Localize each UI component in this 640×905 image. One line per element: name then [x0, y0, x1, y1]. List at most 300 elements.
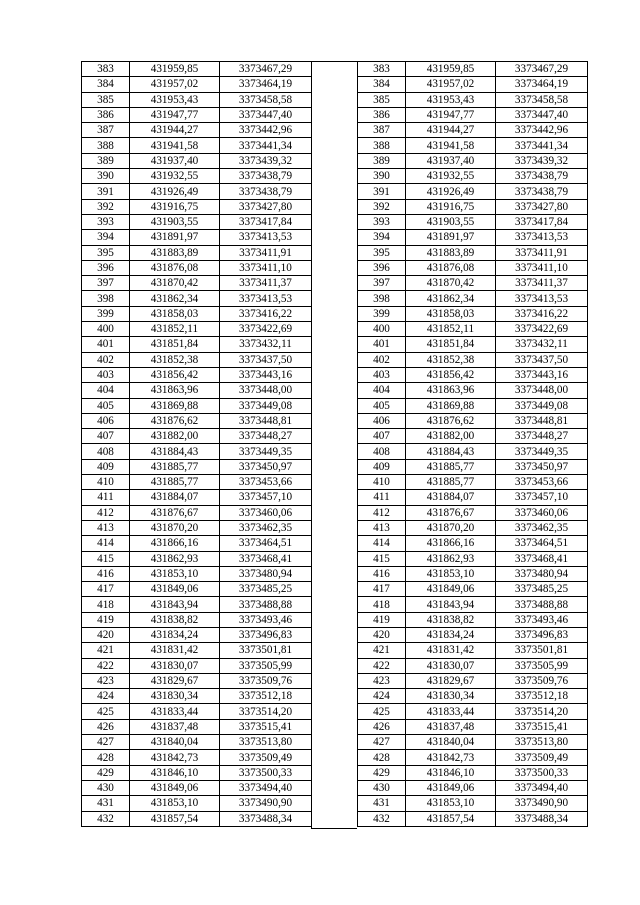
x-coordinate-cell: 431866,16	[130, 536, 220, 551]
table-row	[82, 796, 312, 811]
x-coordinate-cell: 431842,73	[130, 750, 220, 765]
table-row	[358, 92, 588, 107]
point-number-cell: 423	[82, 673, 130, 688]
point-number-cell: 395	[82, 245, 130, 260]
coordinates-table-body	[82, 62, 312, 827]
y-coordinate-cell: 3373464,51	[496, 536, 588, 551]
table-row	[82, 322, 312, 337]
point-number-cell: 396	[358, 260, 406, 275]
x-coordinate-cell: 431863,96	[130, 383, 220, 398]
table-row	[358, 184, 588, 199]
table-row	[358, 398, 588, 413]
table-row	[82, 689, 312, 704]
x-coordinate-cell: 431916,75	[130, 199, 220, 214]
point-number-cell: 430	[82, 780, 130, 795]
table-row	[82, 245, 312, 260]
x-coordinate-cell: 431851,84	[130, 337, 220, 352]
point-number-cell: 385	[82, 92, 130, 107]
table-row	[82, 627, 312, 642]
y-coordinate-cell: 3373457,10	[220, 490, 312, 505]
x-coordinate-cell: 431857,54	[130, 811, 220, 826]
point-number-cell: 390	[82, 169, 130, 184]
point-number-cell: 391	[82, 184, 130, 199]
x-coordinate-cell: 431862,93	[406, 551, 496, 566]
point-number-cell: 426	[358, 719, 406, 734]
point-number-cell: 410	[358, 475, 406, 490]
point-number-cell: 387	[82, 123, 130, 138]
x-coordinate-cell: 431853,10	[130, 796, 220, 811]
point-number-cell: 424	[358, 689, 406, 704]
table-row	[82, 260, 312, 275]
point-number-cell: 411	[358, 490, 406, 505]
table-row	[82, 444, 312, 459]
y-coordinate-cell: 3373413,53	[496, 230, 588, 245]
point-number-cell: 409	[82, 459, 130, 474]
x-coordinate-cell: 431837,48	[406, 719, 496, 734]
y-coordinate-cell: 3373448,81	[496, 413, 588, 428]
y-coordinate-cell: 3373458,58	[220, 92, 312, 107]
y-coordinate-cell: 3373513,80	[496, 735, 588, 750]
table-row	[82, 735, 312, 750]
y-coordinate-cell: 3373411,37	[220, 276, 312, 291]
point-number-cell: 406	[82, 413, 130, 428]
x-coordinate-cell: 431831,42	[406, 643, 496, 658]
x-coordinate-cell: 431884,43	[406, 444, 496, 459]
table-row	[82, 383, 312, 398]
y-coordinate-cell: 3373413,53	[220, 291, 312, 306]
x-coordinate-cell: 431944,27	[130, 123, 220, 138]
x-coordinate-cell: 431862,93	[130, 551, 220, 566]
point-number-cell: 406	[358, 413, 406, 428]
x-coordinate-cell: 431870,42	[130, 276, 220, 291]
y-coordinate-cell: 3373443,16	[496, 367, 588, 382]
table-row	[82, 77, 312, 92]
y-coordinate-cell: 3373464,19	[220, 77, 312, 92]
x-coordinate-cell: 431903,55	[130, 214, 220, 229]
x-coordinate-cell: 431846,10	[130, 765, 220, 780]
point-number-cell: 404	[82, 383, 130, 398]
table-row	[82, 153, 312, 168]
table-row	[82, 413, 312, 428]
x-coordinate-cell: 431838,82	[130, 612, 220, 627]
table-row	[82, 214, 312, 229]
point-number-cell: 414	[82, 536, 130, 551]
y-coordinate-cell: 3373447,40	[220, 107, 312, 122]
table-row	[82, 138, 312, 153]
x-coordinate-cell: 431916,75	[406, 199, 496, 214]
y-coordinate-cell: 3373448,00	[220, 383, 312, 398]
table-row	[82, 276, 312, 291]
x-coordinate-cell: 431853,10	[130, 566, 220, 581]
table-row	[82, 107, 312, 122]
table-row	[358, 796, 588, 811]
point-number-cell: 402	[82, 352, 130, 367]
x-coordinate-cell: 431833,44	[406, 704, 496, 719]
point-number-cell: 399	[82, 306, 130, 321]
y-coordinate-cell: 3373464,51	[220, 536, 312, 551]
point-number-cell: 398	[82, 291, 130, 306]
y-coordinate-cell: 3373467,29	[496, 62, 588, 77]
y-coordinate-cell: 3373494,40	[220, 780, 312, 795]
point-number-cell: 397	[82, 276, 130, 291]
table-row	[82, 658, 312, 673]
table-row	[82, 673, 312, 688]
x-coordinate-cell: 431830,34	[130, 689, 220, 704]
x-coordinate-cell: 431843,94	[130, 597, 220, 612]
table-row	[358, 719, 588, 734]
y-coordinate-cell: 3373509,49	[496, 750, 588, 765]
point-number-cell: 427	[82, 735, 130, 750]
y-coordinate-cell: 3373413,53	[220, 230, 312, 245]
y-coordinate-cell: 3373449,35	[496, 444, 588, 459]
table-row	[358, 520, 588, 535]
x-coordinate-cell: 431883,89	[130, 245, 220, 260]
point-number-cell: 418	[358, 597, 406, 612]
table-row	[82, 475, 312, 490]
table-row	[358, 643, 588, 658]
y-coordinate-cell: 3373442,96	[220, 123, 312, 138]
point-number-cell: 430	[358, 780, 406, 795]
point-number-cell: 400	[82, 322, 130, 337]
table-row	[82, 566, 312, 581]
point-number-cell: 420	[358, 627, 406, 642]
x-coordinate-cell: 431937,40	[130, 153, 220, 168]
x-coordinate-cell: 431876,08	[406, 260, 496, 275]
table-row	[82, 337, 312, 352]
table-row	[358, 214, 588, 229]
point-number-cell: 414	[358, 536, 406, 551]
table-row	[358, 612, 588, 627]
x-coordinate-cell: 431941,58	[130, 138, 220, 153]
point-number-cell: 417	[82, 582, 130, 597]
column-gap	[311, 61, 357, 829]
table-row	[358, 169, 588, 184]
x-coordinate-cell: 431947,77	[130, 107, 220, 122]
point-number-cell: 409	[358, 459, 406, 474]
x-coordinate-cell: 431882,00	[130, 429, 220, 444]
y-coordinate-cell: 3373490,90	[220, 796, 312, 811]
table-row	[358, 77, 588, 92]
table-row	[82, 719, 312, 734]
y-coordinate-cell: 3373448,27	[220, 429, 312, 444]
point-number-cell: 395	[358, 245, 406, 260]
point-number-cell: 389	[358, 153, 406, 168]
x-coordinate-cell: 431870,20	[130, 520, 220, 535]
y-coordinate-cell: 3373443,16	[220, 367, 312, 382]
point-number-cell: 403	[358, 367, 406, 382]
x-coordinate-cell: 431840,04	[406, 735, 496, 750]
x-coordinate-cell: 431852,38	[406, 352, 496, 367]
point-number-cell: 408	[82, 444, 130, 459]
table-row	[82, 536, 312, 551]
x-coordinate-cell: 431853,10	[406, 566, 496, 581]
x-coordinate-cell: 431830,34	[406, 689, 496, 704]
x-coordinate-cell: 431857,54	[406, 811, 496, 826]
table-row	[358, 107, 588, 122]
table-row	[358, 199, 588, 214]
point-number-cell: 392	[358, 199, 406, 214]
y-coordinate-cell: 3373490,90	[496, 796, 588, 811]
x-coordinate-cell: 431831,42	[130, 643, 220, 658]
table-row	[82, 459, 312, 474]
point-number-cell: 398	[358, 291, 406, 306]
y-coordinate-cell: 3373485,25	[220, 582, 312, 597]
table-row	[358, 551, 588, 566]
y-coordinate-cell: 3373411,91	[496, 245, 588, 260]
x-coordinate-cell: 431876,62	[130, 413, 220, 428]
point-number-cell: 384	[82, 77, 130, 92]
table-row	[358, 276, 588, 291]
table-row	[358, 352, 588, 367]
table-row	[82, 750, 312, 765]
y-coordinate-cell: 3373411,91	[220, 245, 312, 260]
point-number-cell: 413	[82, 520, 130, 535]
y-coordinate-cell: 3373427,80	[220, 199, 312, 214]
point-number-cell: 386	[82, 107, 130, 122]
point-number-cell: 404	[358, 383, 406, 398]
y-coordinate-cell: 3373460,06	[220, 505, 312, 520]
point-number-cell: 401	[82, 337, 130, 352]
table-row	[82, 398, 312, 413]
point-number-cell: 419	[82, 612, 130, 627]
y-coordinate-cell: 3373505,99	[496, 658, 588, 673]
table-row	[358, 260, 588, 275]
y-coordinate-cell: 3373411,37	[496, 276, 588, 291]
y-coordinate-cell: 3373458,58	[496, 92, 588, 107]
point-number-cell: 390	[358, 169, 406, 184]
table-row	[358, 444, 588, 459]
x-coordinate-cell: 431882,00	[406, 429, 496, 444]
table-row	[358, 765, 588, 780]
x-coordinate-cell: 431849,06	[406, 582, 496, 597]
x-coordinate-cell: 431876,67	[130, 505, 220, 520]
point-number-cell: 387	[358, 123, 406, 138]
y-coordinate-cell: 3373462,35	[220, 520, 312, 535]
x-coordinate-cell: 431869,88	[406, 398, 496, 413]
table-row	[82, 306, 312, 321]
coordinates-table-left	[81, 61, 312, 827]
x-coordinate-cell: 431863,96	[406, 383, 496, 398]
y-coordinate-cell: 3373437,50	[496, 352, 588, 367]
table-row	[358, 475, 588, 490]
x-coordinate-cell: 431944,27	[406, 123, 496, 138]
y-coordinate-cell: 3373488,88	[220, 597, 312, 612]
y-coordinate-cell: 3373488,34	[220, 811, 312, 826]
point-number-cell: 405	[358, 398, 406, 413]
point-number-cell: 420	[82, 627, 130, 642]
point-number-cell: 407	[358, 429, 406, 444]
point-number-cell: 407	[82, 429, 130, 444]
x-coordinate-cell: 431891,97	[130, 230, 220, 245]
x-coordinate-cell: 431869,88	[130, 398, 220, 413]
table-row	[82, 780, 312, 795]
x-coordinate-cell: 431957,02	[130, 77, 220, 92]
y-coordinate-cell: 3373453,66	[220, 475, 312, 490]
y-coordinate-cell: 3373441,34	[496, 138, 588, 153]
table-row	[358, 689, 588, 704]
table-row	[82, 490, 312, 505]
x-coordinate-cell: 431926,49	[130, 184, 220, 199]
x-coordinate-cell: 431932,55	[130, 169, 220, 184]
point-number-cell: 422	[358, 658, 406, 673]
y-coordinate-cell: 3373460,06	[496, 505, 588, 520]
y-coordinate-cell: 3373480,94	[220, 566, 312, 581]
y-coordinate-cell: 3373439,32	[220, 153, 312, 168]
point-number-cell: 389	[82, 153, 130, 168]
y-coordinate-cell: 3373447,40	[496, 107, 588, 122]
x-coordinate-cell: 431876,67	[406, 505, 496, 520]
y-coordinate-cell: 3373496,83	[496, 627, 588, 642]
x-coordinate-cell: 431830,07	[130, 658, 220, 673]
coordinates-table-body	[358, 62, 588, 827]
y-coordinate-cell: 3373411,10	[496, 260, 588, 275]
point-number-cell: 418	[82, 597, 130, 612]
table-row	[82, 612, 312, 627]
table-row	[358, 658, 588, 673]
table-row	[82, 811, 312, 826]
table-row	[82, 367, 312, 382]
table-row	[358, 780, 588, 795]
table-row	[82, 169, 312, 184]
x-coordinate-cell: 431852,11	[406, 322, 496, 337]
x-coordinate-cell: 431849,06	[130, 582, 220, 597]
table-row	[82, 765, 312, 780]
table-row	[358, 505, 588, 520]
y-coordinate-cell: 3373467,29	[220, 62, 312, 77]
x-coordinate-cell: 431957,02	[406, 77, 496, 92]
x-coordinate-cell: 431838,82	[406, 612, 496, 627]
x-coordinate-cell: 431885,77	[130, 475, 220, 490]
y-coordinate-cell: 3373438,79	[496, 169, 588, 184]
x-coordinate-cell: 431884,07	[130, 490, 220, 505]
table-row	[358, 291, 588, 306]
point-number-cell: 405	[82, 398, 130, 413]
x-coordinate-cell: 431852,11	[130, 322, 220, 337]
x-coordinate-cell: 431856,42	[130, 367, 220, 382]
x-coordinate-cell: 431884,43	[130, 444, 220, 459]
point-number-cell: 412	[358, 505, 406, 520]
y-coordinate-cell: 3373450,97	[496, 459, 588, 474]
x-coordinate-cell: 431853,10	[406, 796, 496, 811]
y-coordinate-cell: 3373448,81	[220, 413, 312, 428]
y-coordinate-cell: 3373462,35	[496, 520, 588, 535]
point-number-cell: 425	[358, 704, 406, 719]
point-number-cell: 424	[82, 689, 130, 704]
y-coordinate-cell: 3373493,46	[220, 612, 312, 627]
x-coordinate-cell: 431834,24	[406, 627, 496, 642]
x-coordinate-cell: 431829,67	[130, 673, 220, 688]
point-number-cell: 415	[82, 551, 130, 566]
x-coordinate-cell: 431870,20	[406, 520, 496, 535]
y-coordinate-cell: 3373432,11	[496, 337, 588, 352]
point-number-cell: 416	[82, 566, 130, 581]
y-coordinate-cell: 3373438,79	[496, 184, 588, 199]
y-coordinate-cell: 3373515,41	[220, 719, 312, 734]
y-coordinate-cell: 3373439,32	[496, 153, 588, 168]
table-row	[358, 673, 588, 688]
point-number-cell: 393	[358, 214, 406, 229]
table-row	[358, 337, 588, 352]
point-number-cell: 386	[358, 107, 406, 122]
y-coordinate-cell: 3373496,83	[220, 627, 312, 642]
y-coordinate-cell: 3373441,34	[220, 138, 312, 153]
y-coordinate-cell: 3373493,46	[496, 612, 588, 627]
x-coordinate-cell: 431953,43	[406, 92, 496, 107]
point-number-cell: 410	[82, 475, 130, 490]
x-coordinate-cell: 431883,89	[406, 245, 496, 260]
table-row	[82, 643, 312, 658]
y-coordinate-cell: 3373442,96	[496, 123, 588, 138]
x-coordinate-cell: 431846,10	[406, 765, 496, 780]
point-number-cell: 421	[82, 643, 130, 658]
x-coordinate-cell: 431953,43	[130, 92, 220, 107]
y-coordinate-cell: 3373417,84	[220, 214, 312, 229]
table-row	[358, 62, 588, 77]
x-coordinate-cell: 431959,85	[406, 62, 496, 77]
point-number-cell: 384	[358, 77, 406, 92]
point-number-cell: 416	[358, 566, 406, 581]
table-row	[358, 367, 588, 382]
y-coordinate-cell: 3373514,20	[220, 704, 312, 719]
table-row	[358, 566, 588, 581]
y-coordinate-cell: 3373427,80	[496, 199, 588, 214]
point-number-cell: 399	[358, 306, 406, 321]
y-coordinate-cell: 3373422,69	[220, 322, 312, 337]
point-number-cell: 417	[358, 582, 406, 597]
point-number-cell: 397	[358, 276, 406, 291]
point-number-cell: 383	[82, 62, 130, 77]
table-row	[358, 230, 588, 245]
table-row	[358, 306, 588, 321]
y-coordinate-cell: 3373488,88	[496, 597, 588, 612]
table-row	[82, 230, 312, 245]
point-number-cell: 422	[82, 658, 130, 673]
point-number-cell: 411	[82, 490, 130, 505]
point-number-cell: 392	[82, 199, 130, 214]
table-row	[82, 92, 312, 107]
point-number-cell: 429	[358, 765, 406, 780]
table-row	[82, 123, 312, 138]
point-number-cell: 419	[358, 612, 406, 627]
y-coordinate-cell: 3373448,00	[496, 383, 588, 398]
x-coordinate-cell: 431866,16	[406, 536, 496, 551]
y-coordinate-cell: 3373449,35	[220, 444, 312, 459]
point-number-cell: 431	[358, 796, 406, 811]
y-coordinate-cell: 3373512,18	[220, 689, 312, 704]
x-coordinate-cell: 431862,34	[130, 291, 220, 306]
table-row	[358, 383, 588, 398]
y-coordinate-cell: 3373512,18	[496, 689, 588, 704]
table-row	[82, 429, 312, 444]
y-coordinate-cell: 3373416,22	[496, 306, 588, 321]
point-number-cell: 408	[358, 444, 406, 459]
x-coordinate-cell: 431947,77	[406, 107, 496, 122]
table-row	[358, 750, 588, 765]
point-number-cell: 429	[82, 765, 130, 780]
point-number-cell: 413	[358, 520, 406, 535]
x-coordinate-cell: 431849,06	[406, 780, 496, 795]
point-number-cell: 421	[358, 643, 406, 658]
table-row	[358, 704, 588, 719]
y-coordinate-cell: 3373437,50	[220, 352, 312, 367]
y-coordinate-cell: 3373488,34	[496, 811, 588, 826]
x-coordinate-cell: 431851,84	[406, 337, 496, 352]
point-number-cell: 428	[82, 750, 130, 765]
point-number-cell: 394	[82, 230, 130, 245]
table-row	[358, 322, 588, 337]
y-coordinate-cell: 3373449,08	[496, 398, 588, 413]
y-coordinate-cell: 3373422,69	[496, 322, 588, 337]
